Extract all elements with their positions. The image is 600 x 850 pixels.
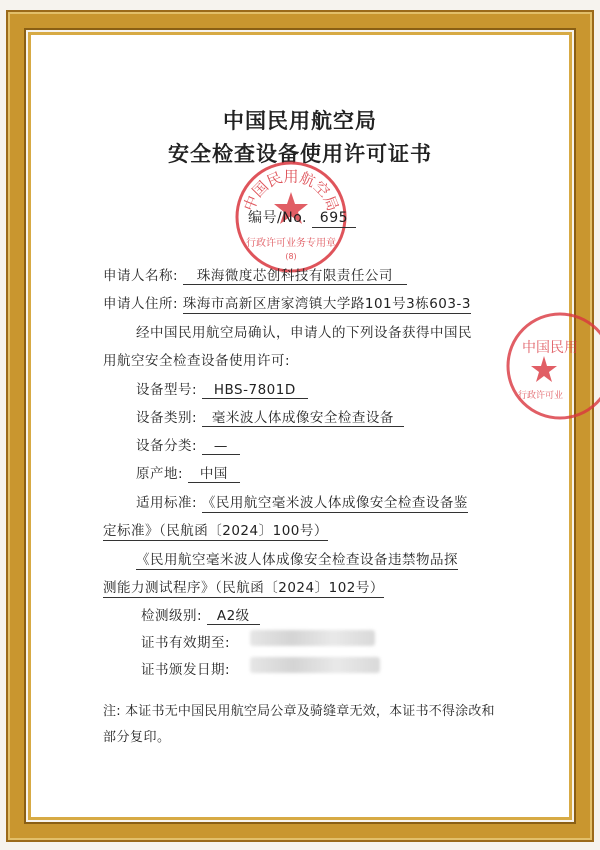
note-line1: 注: 本证书无中国民用航空局公章及骑缝章无效，本证书不得涂改和	[103, 704, 495, 719]
note-line2: 部分复印。	[103, 730, 171, 745]
model-label: 设备型号:	[136, 382, 198, 398]
standard-2-line1-row	[136, 548, 458, 568]
seal-bottom-text: 行政许可业务专用章	[246, 238, 336, 249]
standards-label: 适用标准:	[136, 495, 198, 511]
seal-top-text: 中国民用航空局	[239, 167, 343, 214]
category-row	[136, 406, 404, 427]
model-row	[136, 378, 308, 399]
seal-code: (8)	[285, 252, 297, 261]
classification-value: —	[202, 438, 240, 455]
origin-label: 原产地:	[136, 466, 184, 482]
title-certificate: 安全检查设备使用许可证书	[168, 142, 432, 166]
applicant-name-row	[103, 264, 407, 285]
serial-number	[248, 207, 356, 228]
classification-label: 设备分类:	[136, 438, 198, 454]
level-value: A2级	[207, 604, 260, 625]
serial-label: 编号/No.	[248, 210, 307, 226]
standard-1-line2-row	[103, 519, 328, 539]
serial-value: 695	[312, 210, 356, 228]
address-label: 申请人住所:	[103, 296, 179, 312]
intro-text-line2: 用航空安全检查设备使用许可:	[103, 353, 291, 369]
origin-row	[136, 462, 240, 483]
title-authority: 中国民用航空局	[223, 109, 377, 133]
partial-seal-icon	[500, 306, 578, 426]
partial-seal-text: 中国民用	[522, 340, 578, 356]
standard-2-line1: 《民用航空毫米波人体成像安全检查设备违禁物品探	[136, 552, 458, 568]
category-label: 设备类别:	[136, 410, 198, 426]
level-label: 检测级别:	[141, 608, 203, 624]
issue-date-redacted	[250, 657, 380, 673]
validity-redacted	[250, 630, 375, 646]
classification-row	[136, 434, 240, 455]
issue-date-label: 证书颁发日期:	[141, 662, 231, 678]
standard-1-line2: 定标准》（民航函〔2024〕100号）	[103, 523, 328, 539]
standard-2-line2: 测能力测试程序》（民航函〔2024〕102号）	[103, 580, 384, 596]
intro-text-line1: 经中国民用航空局确认，申请人的下列设备获得中国民	[136, 325, 472, 341]
level-row	[141, 604, 260, 625]
applicant-label: 申请人名称:	[103, 268, 179, 284]
partial-seal-bottom-text: 行政许可业	[518, 391, 564, 401]
standard-2-line2-row	[103, 576, 384, 596]
category-value: 毫米波人体成像安全检查设备	[202, 406, 404, 427]
applicant-address-row	[103, 292, 471, 312]
model-value: HBS-7801D	[202, 382, 308, 399]
validity-label: 证书有效期至:	[141, 635, 231, 651]
address-value: 珠海市高新区唐家湾镇大学路101号3栋603-3	[182, 296, 471, 312]
origin-value: 中国	[188, 462, 240, 483]
standard-1-line1: 《民用航空毫米波人体成像安全检查设备鉴	[201, 495, 468, 511]
applicant-value: 珠海微度芯创科技有限责任公司	[183, 264, 407, 285]
standards-row	[136, 491, 468, 511]
